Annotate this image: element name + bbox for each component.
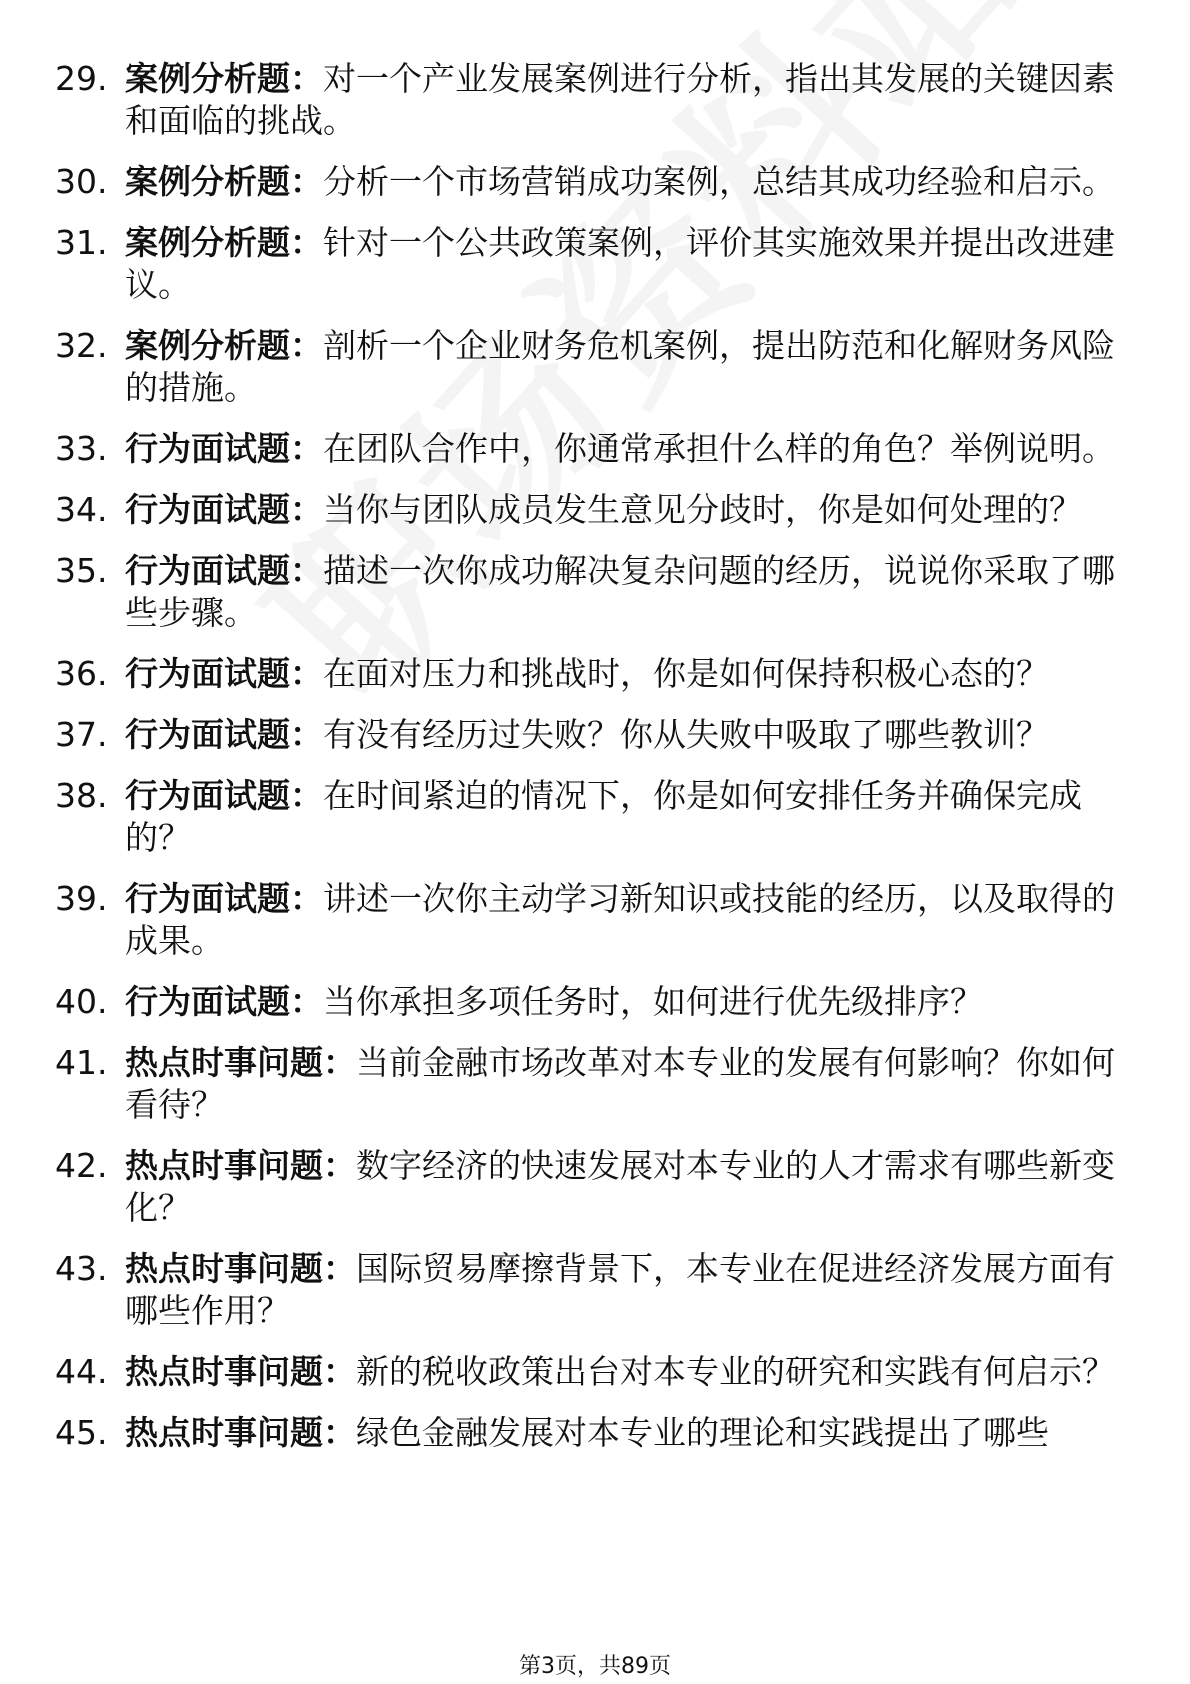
question-item bbox=[0, 161, 1190, 203]
question-number: 42. bbox=[55, 1146, 108, 1185]
question-item bbox=[0, 1042, 1190, 1126]
question-text: 绿色金融发展对本专业的理论和实践提出了哪些 bbox=[356, 1413, 1049, 1452]
question-item bbox=[0, 325, 1190, 409]
question-category: 案例分析题： bbox=[125, 162, 323, 201]
question-text: 在面对压力和挑战时，你是如何保持积极心态的？ bbox=[323, 654, 1049, 693]
question-text: 剖析一个企业财务危机案例，提出防范和化解财务风险的措施。 bbox=[125, 326, 1115, 407]
question-number: 31. bbox=[55, 223, 108, 262]
question-item bbox=[0, 1248, 1190, 1332]
question-text: 讲述一次你主动学习新知识或技能的经历，以及取得的成果。 bbox=[125, 879, 1115, 960]
question-text: 描述一次你成功解决复杂问题的经历，说说你采取了哪些步骤。 bbox=[125, 551, 1115, 632]
question-number: 44. bbox=[55, 1352, 108, 1391]
question-number: 34. bbox=[55, 490, 108, 529]
question-category: 行为面试题： bbox=[125, 429, 323, 468]
question-item bbox=[0, 428, 1190, 470]
question-text: 当你与团队成员发生意见分歧时，你是如何处理的？ bbox=[323, 490, 1082, 529]
question-text: 分析一个市场营销成功案例，总结其成功经验和启示。 bbox=[323, 162, 1115, 201]
question-item bbox=[0, 222, 1190, 306]
question-number: 45. bbox=[55, 1413, 108, 1452]
question-item bbox=[0, 1412, 1190, 1454]
question-item bbox=[0, 489, 1190, 531]
question-list bbox=[0, 58, 1190, 1473]
question-number: 41. bbox=[55, 1043, 108, 1082]
question-text: 对一个产业发展案例进行分析，指出其发展的关键因素和面临的挑战。 bbox=[125, 59, 1115, 140]
question-number: 33. bbox=[55, 429, 108, 468]
question-category: 热点时事问题： bbox=[125, 1043, 356, 1082]
question-category: 行为面试题： bbox=[125, 982, 323, 1021]
question-text: 国际贸易摩擦背景下，本专业在促进经济发展方面有哪些作用？ bbox=[125, 1249, 1115, 1330]
question-text: 有没有经历过失败？你从失败中吸取了哪些教训？ bbox=[323, 715, 1049, 754]
question-number: 29. bbox=[55, 59, 108, 98]
question-category: 行为面试题： bbox=[125, 776, 323, 815]
question-text: 当你承担多项任务时，如何进行优先级排序？ bbox=[323, 982, 983, 1021]
page-footer: 第3页，共89页 bbox=[519, 1654, 671, 1679]
question-number: 40. bbox=[55, 982, 108, 1021]
question-category: 热点时事问题： bbox=[125, 1146, 356, 1185]
question-item bbox=[0, 714, 1190, 756]
question-number: 37. bbox=[55, 715, 108, 754]
question-number: 39. bbox=[55, 879, 108, 918]
question-text: 在团队合作中，你通常承担什么样的角色？举例说明。 bbox=[323, 429, 1115, 468]
question-item bbox=[0, 1351, 1190, 1393]
question-item bbox=[0, 653, 1190, 695]
question-number: 30. bbox=[55, 162, 108, 201]
question-text: 当前金融市场改革对本专业的发展有何影响？你如何看待？ bbox=[125, 1043, 1115, 1124]
question-category: 行为面试题： bbox=[125, 490, 323, 529]
question-number: 32. bbox=[55, 326, 108, 365]
question-category: 行为面试题： bbox=[125, 879, 323, 918]
question-item bbox=[0, 1145, 1190, 1229]
question-category: 案例分析题： bbox=[125, 326, 323, 365]
question-category: 热点时事问题： bbox=[125, 1249, 356, 1288]
question-category: 案例分析题： bbox=[125, 59, 323, 98]
question-number: 35. bbox=[55, 551, 108, 590]
question-item bbox=[0, 550, 1190, 634]
question-text: 在时间紧迫的情况下，你是如何安排任务并确保完成的？ bbox=[125, 776, 1082, 857]
question-item bbox=[0, 981, 1190, 1023]
question-text: 数字经济的快速发展对本专业的人才需求有哪些新变化？ bbox=[125, 1146, 1115, 1227]
question-number: 36. bbox=[55, 654, 108, 693]
question-category: 行为面试题： bbox=[125, 654, 323, 693]
question-category: 热点时事问题： bbox=[125, 1413, 356, 1452]
question-category: 行为面试题： bbox=[125, 715, 323, 754]
question-number: 43. bbox=[55, 1249, 108, 1288]
question-number: 38. bbox=[55, 776, 108, 815]
question-item bbox=[0, 775, 1190, 859]
question-text: 新的税收政策出台对本专业的研究和实践有何启示？ bbox=[356, 1352, 1115, 1391]
question-category: 热点时事问题： bbox=[125, 1352, 356, 1391]
question-item bbox=[0, 878, 1190, 962]
question-category: 行为面试题： bbox=[125, 551, 323, 590]
question-text: 针对一个公共政策案例，评价其实施效果并提出改进建议。 bbox=[125, 223, 1115, 304]
question-item bbox=[0, 58, 1190, 142]
question-category: 案例分析题： bbox=[125, 223, 323, 262]
